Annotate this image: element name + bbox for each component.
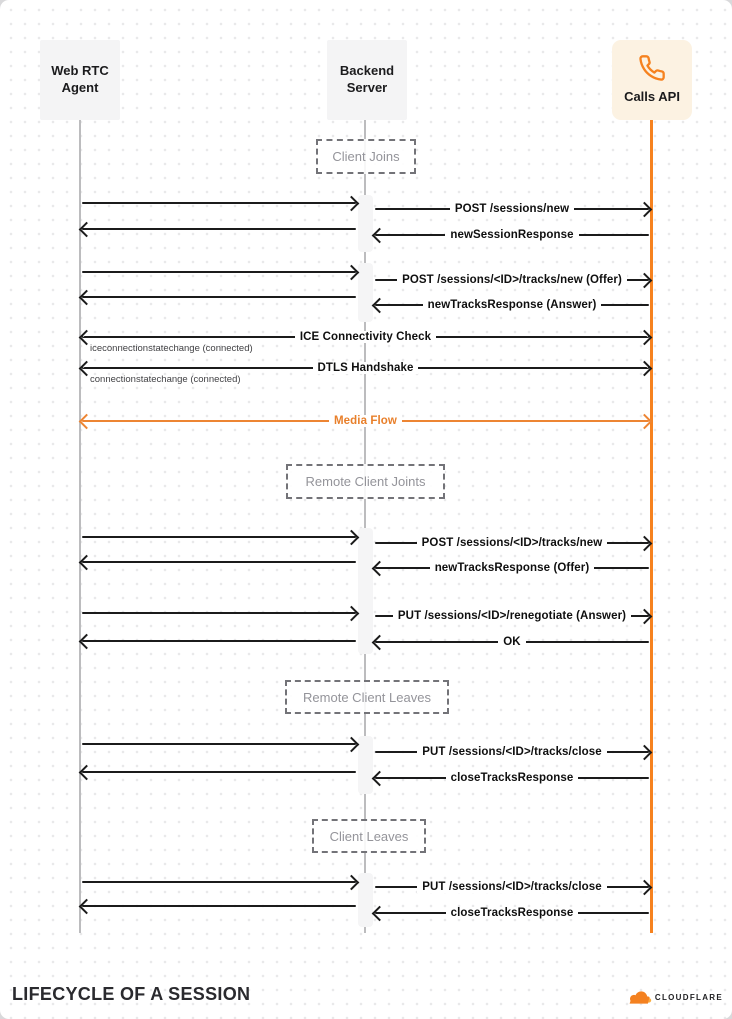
activation-bar	[358, 195, 373, 252]
arrowhead-left-icon	[79, 414, 95, 430]
arrowhead-left-icon	[372, 771, 388, 787]
relay-line	[81, 897, 357, 915]
phase-label: Remote Client Leaves	[303, 689, 431, 705]
lifeline-webrtc-agent	[79, 120, 81, 933]
arrowhead-right-icon	[344, 530, 360, 546]
message-post-tracks-new-offer	[374, 271, 650, 289]
message-media-flow	[81, 412, 650, 430]
arrowhead-left-icon	[79, 899, 95, 915]
relay-line	[81, 194, 357, 212]
arrowhead-left-icon	[372, 906, 388, 922]
message-put-tracks-close	[374, 743, 650, 761]
cloudflare-cloud-icon	[628, 991, 652, 1004]
arrowhead-right-icon	[344, 737, 360, 753]
phase-remote-client-leaves	[285, 680, 449, 714]
phase-label: Client Leaves	[329, 828, 409, 844]
lifeline-calls-api	[650, 120, 653, 933]
message-post-sessions-new	[374, 200, 650, 218]
arrowhead-right-icon	[637, 361, 653, 377]
arrowhead-right-icon	[344, 875, 360, 891]
message-label: PUT /sessions/<ID>/tracks/close	[417, 881, 607, 893]
message-close-tracks-response-2	[374, 904, 650, 922]
relay-line	[81, 632, 357, 650]
relay-line	[81, 735, 357, 753]
arrowhead-left-icon	[372, 298, 388, 314]
relay-line	[81, 873, 357, 891]
arrowhead-right-icon	[637, 414, 653, 430]
arrowhead-right-icon	[637, 202, 653, 218]
relay-line	[81, 604, 357, 622]
event-note-iceconnectionstatechange: iceconnectionstatechange (connected)	[90, 343, 253, 354]
message-label: newTracksResponse (Answer)	[423, 299, 602, 311]
phone-icon	[638, 54, 666, 82]
diagram-title: LIFECYCLE OF A SESSION	[12, 984, 251, 1004]
phase-client-leaves	[312, 819, 426, 853]
arrowhead-right-icon	[637, 536, 653, 552]
message-new-session-response	[374, 226, 650, 244]
participant-calls-api	[612, 40, 692, 120]
arrowhead-left-icon	[372, 635, 388, 651]
cloudflare-wordmark: CLOUDFLARE	[654, 993, 723, 1002]
activation-bar	[358, 736, 373, 794]
message-label: closeTracksResponse	[446, 772, 579, 784]
arrowhead-left-icon	[79, 290, 95, 306]
message-label: POST /sessions/new	[450, 203, 574, 215]
arrowhead-left-icon	[372, 228, 388, 244]
arrowhead-left-icon	[372, 561, 388, 577]
participant-backend-server	[327, 40, 407, 120]
arrowhead-right-icon	[637, 609, 653, 625]
activation-bar	[358, 873, 373, 927]
event-note-connectionstatechange: connectionstatechange (connected)	[90, 374, 241, 385]
relay-line	[81, 263, 357, 281]
message-label: newSessionResponse	[445, 229, 578, 241]
participant-label: Backend Server	[339, 63, 395, 95]
activation-bar	[358, 528, 373, 654]
message-put-tracks-close-2	[374, 878, 650, 896]
message-label: PUT /sessions/<ID>/renegotiate (Answer)	[393, 610, 631, 622]
arrowhead-right-icon	[344, 196, 360, 212]
message-put-renegotiate-answer	[374, 607, 650, 625]
message-label: ICE Connectivity Check	[295, 331, 436, 343]
message-new-tracks-response-offer	[374, 559, 650, 577]
relay-line	[81, 528, 357, 546]
message-label: PUT /sessions/<ID>/tracks/close	[417, 746, 607, 758]
arrowhead-left-icon	[79, 634, 95, 650]
message-post-tracks-new	[374, 534, 650, 552]
participant-label: Calls API	[624, 89, 680, 105]
message-label: closeTracksResponse	[446, 907, 579, 919]
phase-label: Remote Client Joints	[305, 474, 426, 489]
phase-label: Client Joins	[332, 149, 400, 164]
activation-bar	[358, 263, 373, 322]
cloudflare-brand	[628, 991, 723, 1004]
relay-line	[81, 288, 357, 306]
message-close-tracks-response	[374, 769, 650, 787]
relay-line	[81, 553, 357, 571]
message-label: Media Flow	[329, 415, 402, 427]
arrowhead-right-icon	[637, 745, 653, 761]
message-label: newTracksResponse (Offer)	[430, 562, 595, 574]
participant-label: Web RTC Agent	[51, 63, 109, 95]
arrowhead-right-icon	[344, 265, 360, 281]
arrowhead-left-icon	[79, 765, 95, 781]
message-label: POST /sessions/<ID>/tracks/new	[417, 537, 608, 549]
arrowhead-right-icon	[637, 273, 653, 289]
message-ok	[374, 633, 650, 651]
relay-line	[81, 763, 357, 781]
arrowhead-right-icon	[637, 880, 653, 896]
message-new-tracks-response-answer	[374, 296, 650, 314]
message-label: POST /sessions/<ID>/tracks/new (Offer)	[397, 274, 627, 286]
phase-remote-client-joints	[286, 464, 445, 499]
relay-line	[81, 220, 357, 238]
message-label: OK	[498, 636, 525, 648]
phase-client-joins	[316, 139, 416, 174]
arrowhead-right-icon	[344, 606, 360, 622]
message-label: DTLS Handshake	[313, 362, 419, 374]
arrowhead-left-icon	[79, 555, 95, 571]
arrowhead-right-icon	[637, 330, 653, 346]
arrowhead-left-icon	[79, 222, 95, 238]
participant-webrtc-agent	[40, 40, 120, 120]
